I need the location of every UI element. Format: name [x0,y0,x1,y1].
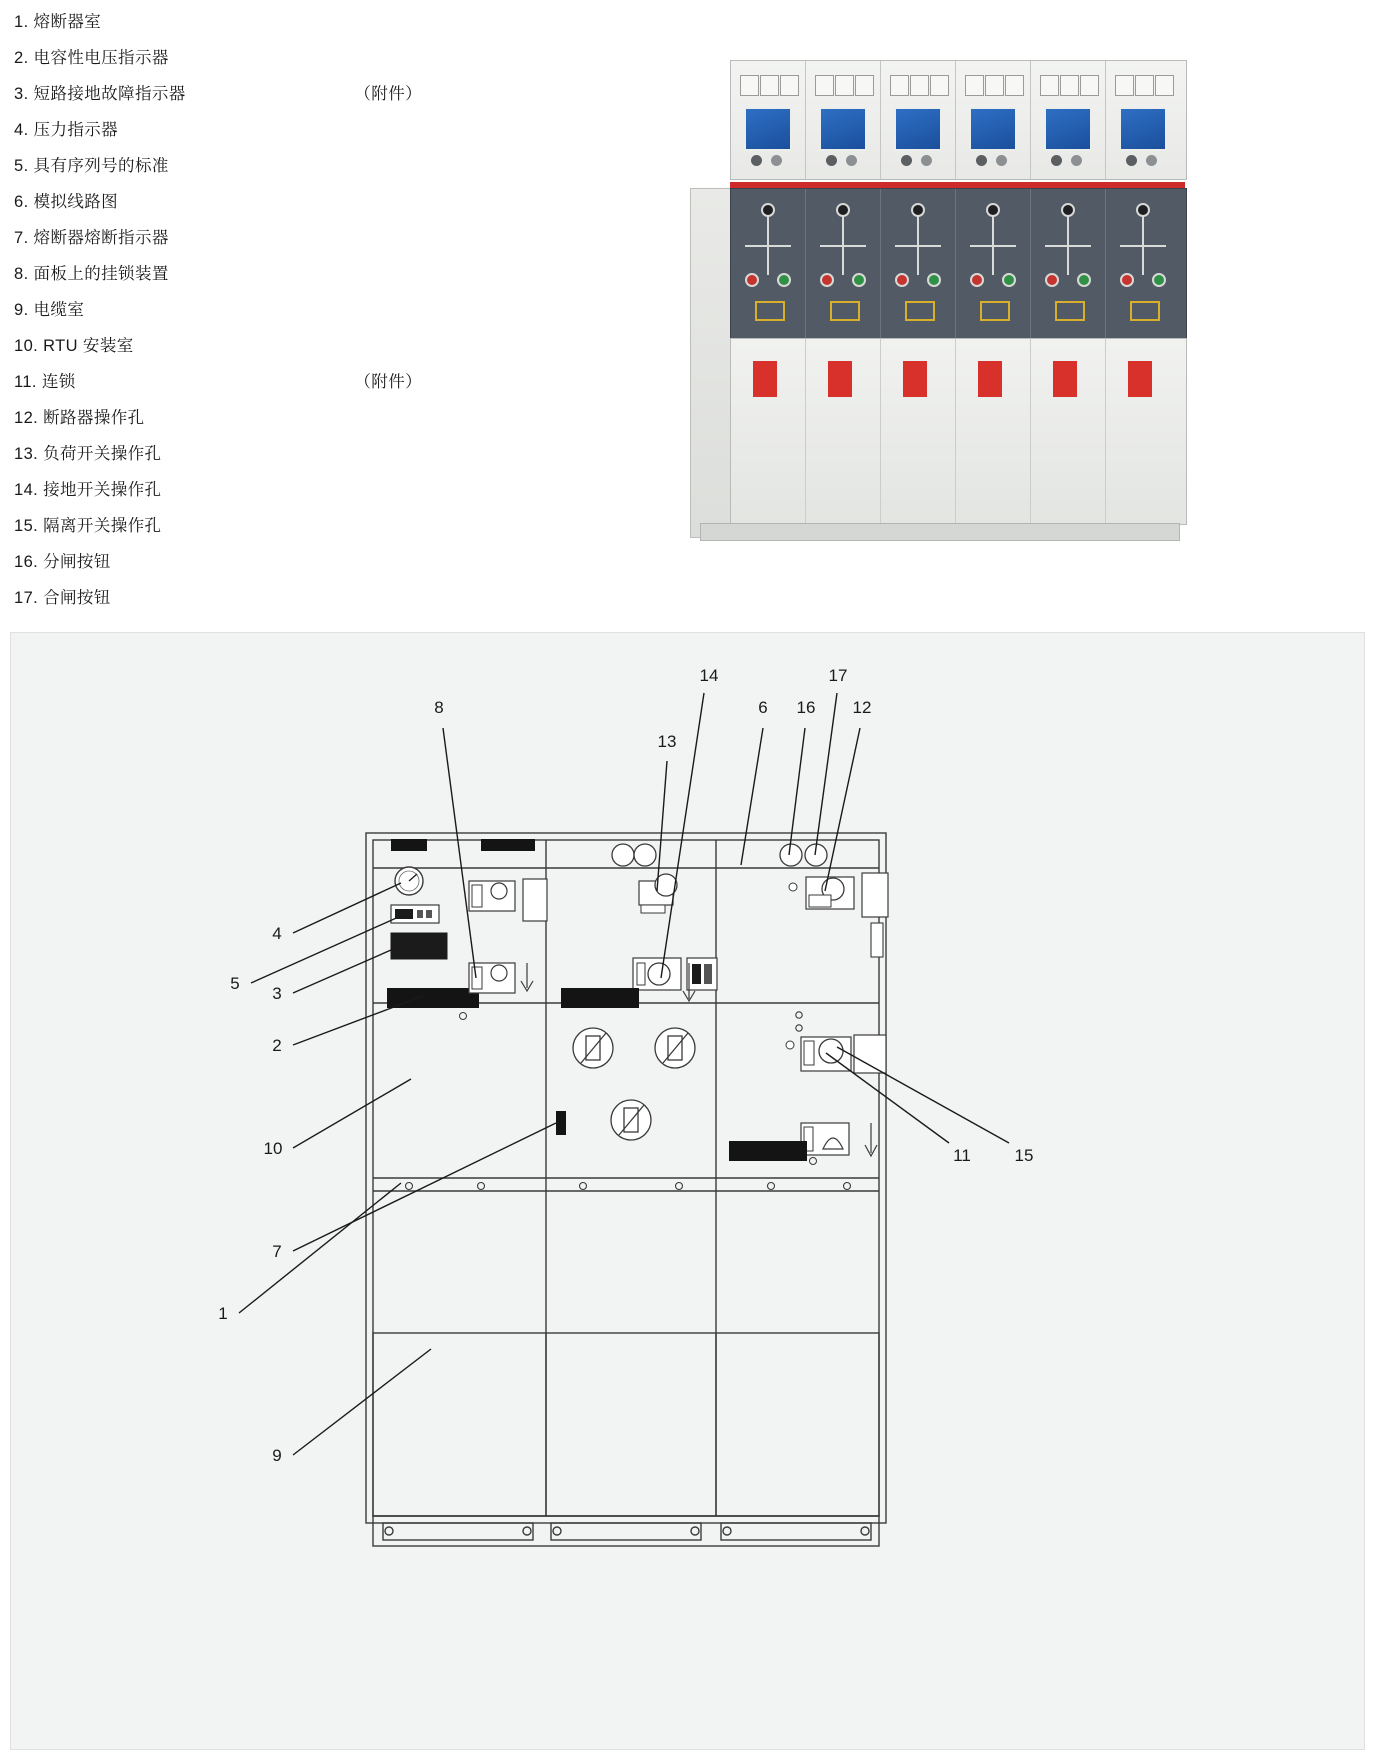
photo-operation-port-icon [830,301,860,321]
legend-item [14,224,654,260]
photo-meter-icon [855,75,874,96]
photo-cable-door [731,339,806,524]
callout-13: 13 [657,732,677,751]
photo-cabinet [690,38,1190,538]
photo-meter-icon [965,75,984,96]
legend-item [14,152,654,188]
photo-knob-icon [996,155,1007,166]
photo-mimic-cell [1106,189,1181,339]
photo-meter-icon [890,75,909,96]
callout-16: 16 [796,698,816,717]
photo-mimic-line [895,245,941,247]
photo-knob-icon [921,155,932,166]
callout-leaders [239,693,1009,1455]
photo-cable-door-band [730,338,1187,525]
legend-item [14,80,654,116]
legend-item-text: 8. 面板上的挂锁装置 [14,265,169,283]
photo-indicator-green-icon [927,273,941,287]
photo-indicator-green-icon [1152,273,1166,287]
photo-knob-icon [751,155,762,166]
photo-operation-port-icon [980,301,1010,321]
legend-item-text: 4. 压力指示器 [14,121,119,139]
photo-indicator-green-icon [1077,273,1091,287]
legend-item [14,116,654,152]
photo-warning-label [1128,361,1152,397]
photo-instrument-cell [731,61,806,179]
photo-meter-icon [740,75,759,96]
photo-instrument-cell [881,61,956,179]
fault-indicator-icon [391,905,439,923]
legend-list [14,8,654,620]
photo-cable-door [881,339,956,524]
photo-cable-door [806,339,881,524]
photo-operation-port-icon [905,301,935,321]
drawing-panel [10,632,1365,1750]
legend-item [14,440,654,476]
photo-indicator-red-icon [970,273,984,287]
switch-symbol-icon [573,1028,695,1140]
callout-8: 8 [434,698,444,717]
photo-mimic-cell [956,189,1031,339]
legend-item [14,512,654,548]
callout-6: 6 [758,698,768,717]
photo-knob-icon [1071,155,1082,166]
photo-mimic-cell [1031,189,1106,339]
legend-item-note: （附件） [354,85,422,103]
photo-meter-icon [1080,75,1099,96]
photo-warning-label [978,361,1002,397]
padlock-device-icon [469,879,547,921]
fuse-indicator-icon [556,1111,566,1135]
legend-item [14,260,654,296]
callout-11: 11 [953,1146,971,1165]
photo-knob-icon [976,155,987,166]
pressure-gauge-icon [395,867,423,895]
photo-warning-label [753,361,777,397]
photo-meter-icon [1135,75,1154,96]
callout-2: 2 [272,1036,282,1055]
photo-mimic-line [820,245,866,247]
legend-item-text: 10. RTU 安装室 [14,337,134,355]
legend-item [14,404,654,440]
legend-item [14,476,654,512]
photo-meter-icon [1060,75,1079,96]
photo-relay-icon [1119,107,1167,151]
legend-item-text: 15. 隔离开关操作孔 [14,517,162,535]
photo-instrument-cell [956,61,1031,179]
legend-item-text: 14. 接地开关操作孔 [14,481,162,499]
legend-item-text: 9. 电缆室 [14,301,85,319]
legend-item-text: 16. 分闸按钮 [14,553,111,571]
photo-mimic-cell [731,189,806,339]
product-photo [690,38,1190,548]
callout-4: 4 [272,924,282,943]
photo-meter-icon [1155,75,1174,96]
photo-relay-icon [744,107,792,151]
photo-base-frame [700,523,1180,541]
legend-item-text: 13. 负荷开关操作孔 [14,445,162,463]
photo-mimic-line [745,245,791,247]
legend-item-text: 17. 合闸按钮 [14,589,111,607]
photo-knob-icon [1051,155,1062,166]
callout-10: 10 [263,1139,283,1158]
photo-knob-icon [846,155,857,166]
photo-meter-icon [780,75,799,96]
legend-item-text: 5. 具有序列号的标准 [14,157,169,175]
photo-cable-door [1031,339,1106,524]
photo-meter-icon [1115,75,1134,96]
photo-meter-icon [910,75,929,96]
legend-item-note: （附件） [354,373,422,391]
callout-14: 14 [699,666,719,685]
callout-12: 12 [852,698,872,717]
padlock-device-icon [469,963,533,993]
photo-warning-label [1053,361,1077,397]
photo-relay-icon [894,107,942,151]
photo-meter-icon [985,75,1004,96]
legend-item-text: 6. 模拟线路图 [14,193,119,211]
load-switch-port-icon [633,958,717,990]
photo-meter-icon [815,75,834,96]
legend-item-text: 1. 熔断器室 [14,13,102,31]
photo-mimic-cell [806,189,881,339]
photo-cable-door [956,339,1031,524]
legend-item [14,368,654,404]
callout-17: 17 [828,666,848,685]
photo-indicator-red-icon [895,273,909,287]
callout-9: 9 [272,1446,282,1465]
legend-item [14,188,654,224]
photo-relay-icon [819,107,867,151]
photo-side-panel [690,188,733,538]
photo-meter-icon [835,75,854,96]
photo-meter-icon [930,75,949,96]
callout-1: 1 [218,1304,228,1323]
photo-mimic-line [1045,245,1091,247]
photo-instrument-cell [1106,61,1181,179]
legend-item [14,296,654,332]
photo-indicator-red-icon [745,273,759,287]
legend-item-text: 2. 电容性电压指示器 [14,49,169,67]
legend-item-text: 3. 短路接地故障指示器 [14,85,186,103]
photo-relay-icon [969,107,1017,151]
breaker-operating-port-icon [789,873,888,957]
photo-instrument-cell [1031,61,1106,179]
photo-knob-icon [901,155,912,166]
photo-operation-port-icon [1055,301,1085,321]
photo-knob-icon [826,155,837,166]
legend-item [14,8,654,44]
photo-instrument-band [730,60,1187,180]
cabinet-top-markers [391,839,535,851]
photo-mimic-line [1120,245,1166,247]
callout-labels [218,666,1033,1465]
open-close-buttons-icon [780,844,827,866]
mimic-diagram-icon [612,844,656,866]
legend-item-text: 11. 连锁 [14,373,76,391]
photo-mimic-line [970,245,1016,247]
callout-5: 5 [230,974,240,993]
photo-indicator-red-icon [820,273,834,287]
photo-meter-icon [1040,75,1059,96]
photo-indicator-green-icon [852,273,866,287]
legend-item [14,584,654,620]
photo-indicator-green-icon [1002,273,1016,287]
legend-item-text: 12. 断路器操作孔 [14,409,145,427]
photo-meter-icon [1005,75,1024,96]
photo-warning-label [828,361,852,397]
callout-15: 15 [1014,1146,1034,1165]
fuse-trip-device-icon [729,1123,877,1165]
photo-instrument-cell [806,61,881,179]
photo-indicator-green-icon [777,273,791,287]
photo-operation-port-icon [755,301,785,321]
photo-meter-icon [760,75,779,96]
photo-mimic-cell [881,189,956,339]
photo-warning-label [903,361,927,397]
callout-7: 7 [272,1242,282,1261]
photo-operation-port-icon [1130,301,1160,321]
photo-knob-icon [1146,155,1157,166]
photo-mimic-band [730,188,1187,340]
photo-knob-icon [771,155,782,166]
photo-knob-icon [1126,155,1137,166]
isolator-operating-port-icon [786,1035,886,1073]
photo-relay-icon [1044,107,1092,151]
legend-item [14,548,654,584]
photo-cable-door [1106,339,1181,524]
callout-3: 3 [272,984,282,1003]
photo-indicator-red-icon [1045,273,1059,287]
legend-item-text: 7. 熔断器熔断指示器 [14,229,169,247]
legend-item [14,44,654,80]
switchgear-front-view-diagram [11,633,1364,1749]
photo-indicator-red-icon [1120,273,1134,287]
legend-item [14,332,654,368]
